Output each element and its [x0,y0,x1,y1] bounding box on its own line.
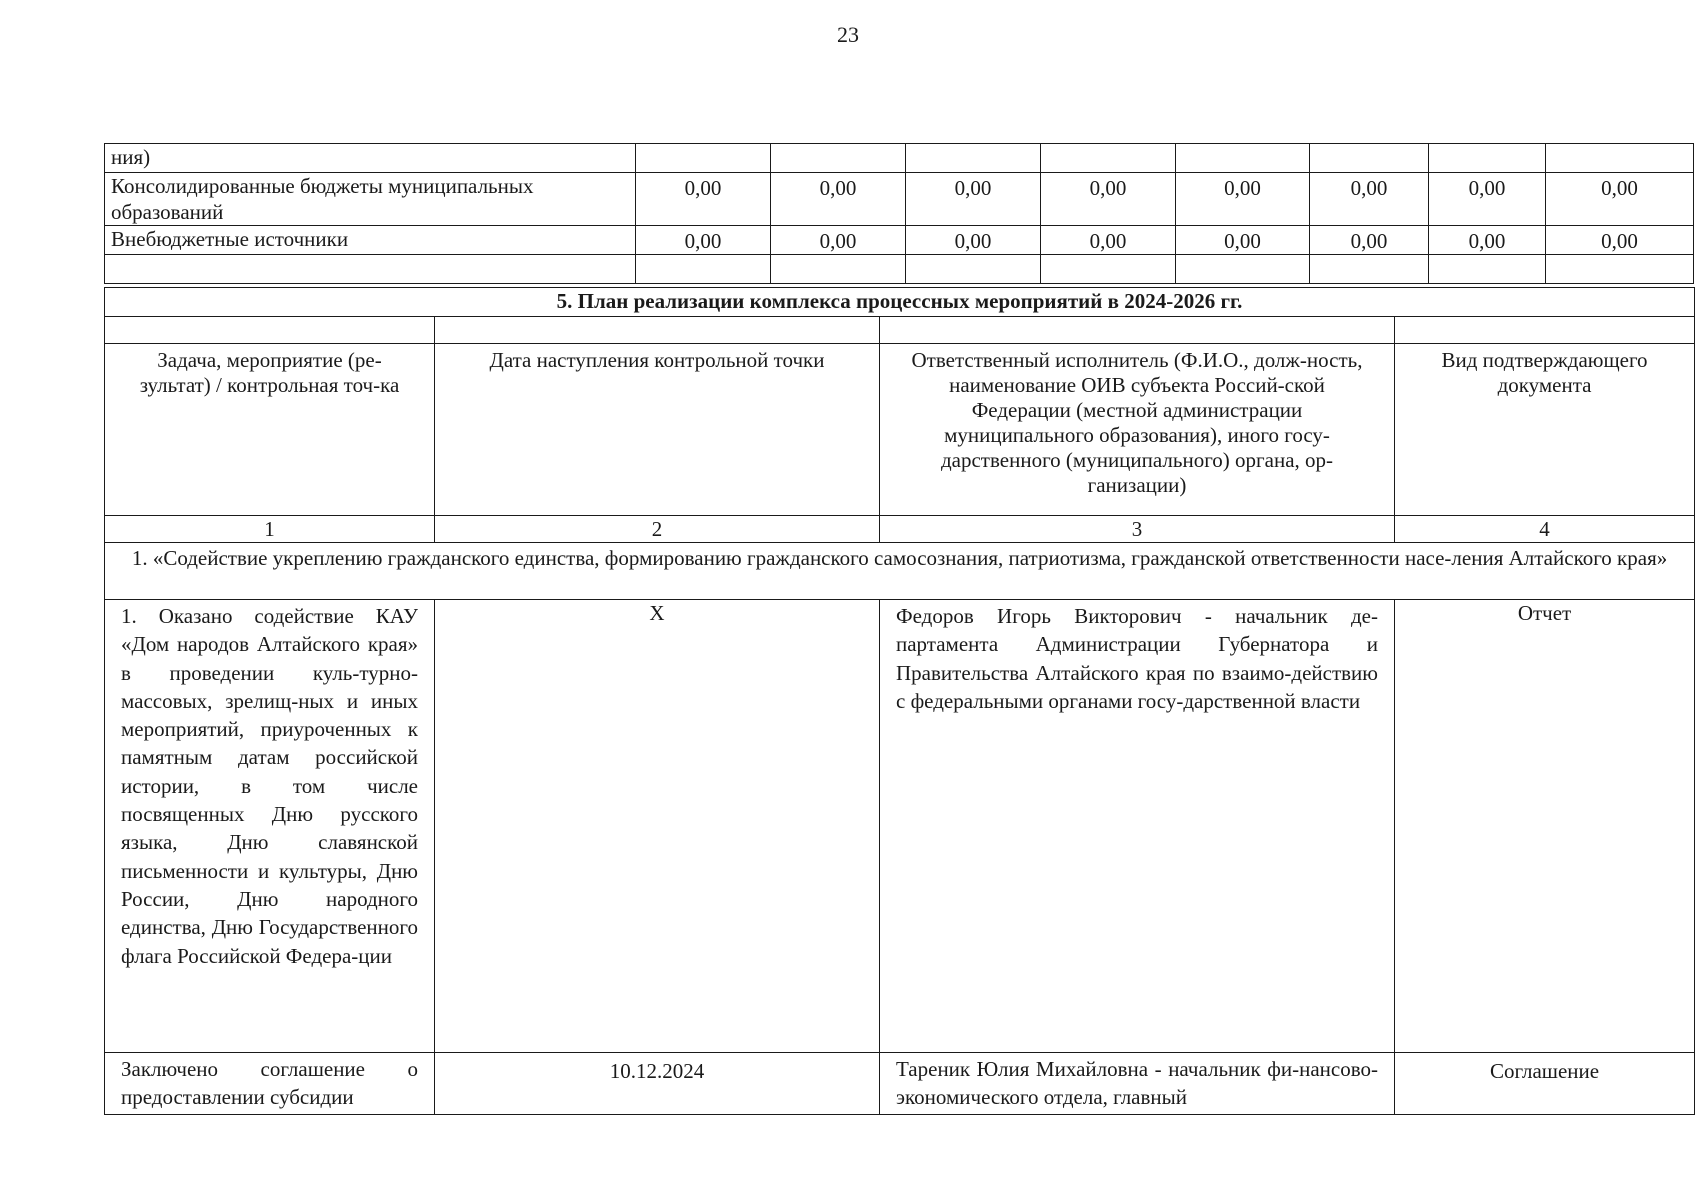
plan-table [104,287,1695,1115]
document-cell: Отчет [1395,600,1695,1053]
value-cell [636,144,771,173]
value-cell [771,144,906,173]
table-row [105,226,1694,255]
empty-cell [435,317,880,344]
page-number: 23 [837,22,859,47]
value-cell [906,144,1041,173]
value-cell [1041,144,1176,173]
empty-cell [880,317,1395,344]
table-row [105,600,1695,1053]
value-cell: 0,00 [1546,226,1694,255]
column-number: 3 [880,516,1395,543]
table-title-row [105,288,1695,317]
task-cell: 1. Оказано содействие КАУ «Дом народов Алтайского края» в проведении куль-турно-массовых, зрелищ-ных и иных мероприятий, приуроченных к памятным датам российской истории, в том числе посвященных Дню русского языка, Дню славянской письменности и культуры, Дню России, Дню народного единства, Дню Государственного флага Российской Федера-ции [105,600,435,1053]
value-cell [1310,144,1429,173]
value-cell: 0,00 [1041,173,1176,226]
value-cell: 0,00 [1429,226,1546,255]
value-cell: 0,00 [636,226,771,255]
table-row [105,1053,1695,1115]
responsible-cell: Федоров Игорь Викторович - начальник де-партамента Администрации Губернатора и Правительства Алтайского края по взаимо-действию с федеральными органами госу-дарственной власти [880,600,1395,1053]
value-cell: 0,00 [1041,226,1176,255]
value-cell [1176,144,1310,173]
value-cell [1546,255,1694,284]
task-section-row [105,543,1695,600]
date-cell: Х [435,600,880,1053]
column-header: Ответственный исполнитель (Ф.И.О., долж-ность, наименование ОИВ субъекта Россий-ской Федерации (местной администрации муниципального образования), иного госу-дарственного (муниципального) органа, ор-ганизации) [880,344,1395,516]
column-number: 1 [105,516,435,543]
value-cell [1176,255,1310,284]
column-header: Вид подтверждающего документа [1395,344,1695,516]
value-cell: 0,00 [1176,226,1310,255]
source-label: Внебюджетные источники [105,226,636,255]
value-cell [1429,255,1546,284]
value-cell: 0,00 [771,173,906,226]
column-number-row [105,516,1695,543]
source-label: Консолидированные бюджеты муниципальных образований [105,173,636,226]
table-header-row [105,344,1695,516]
table-row [105,144,1694,173]
document-cell: Соглашение [1395,1053,1695,1115]
value-cell: 0,00 [906,173,1041,226]
section-title: 5. План реализации комплекса процессных мероприятий в 2024-2026 гг. [105,288,1695,317]
source-label [105,255,636,284]
value-cell: 0,00 [1310,226,1429,255]
empty-cell [105,317,435,344]
value-cell: 0,00 [1546,173,1694,226]
column-number: 2 [435,516,880,543]
value-cell: 0,00 [1310,173,1429,226]
value-cell: 0,00 [636,173,771,226]
value-cell [636,255,771,284]
value-cell: 0,00 [771,226,906,255]
value-cell: 0,00 [1176,173,1310,226]
task-section-title: 1. «Содействие укреплению гражданского единства, формированию гражданского самосознания, патриотизма, гражданской ответственности насе-ления Алтайского края» [105,543,1695,600]
column-number: 4 [1395,516,1695,543]
column-header: Дата наступления контрольной точки [435,344,880,516]
value-cell [1310,255,1429,284]
responsible-cell: Тареник Юлия Михайловна - начальник фи-нансово-экономического отдела, главный [880,1053,1395,1115]
value-cell [771,255,906,284]
value-cell: 0,00 [1429,173,1546,226]
table-row [105,255,1694,284]
value-cell [1429,144,1546,173]
empty-cell [1395,317,1695,344]
column-header: Задача, мероприятие (ре-зультат) / контрольная точ-ка [105,344,435,516]
date-cell: 10.12.2024 [435,1053,880,1115]
source-label: ния) [105,144,636,173]
value-cell [1546,144,1694,173]
financing-table [104,143,1694,284]
value-cell: 0,00 [906,226,1041,255]
table-row [105,173,1694,226]
table-row [105,317,1695,344]
task-cell: Заключено соглашение о предоставлении субсидии [105,1053,435,1115]
value-cell [1041,255,1176,284]
value-cell [906,255,1041,284]
